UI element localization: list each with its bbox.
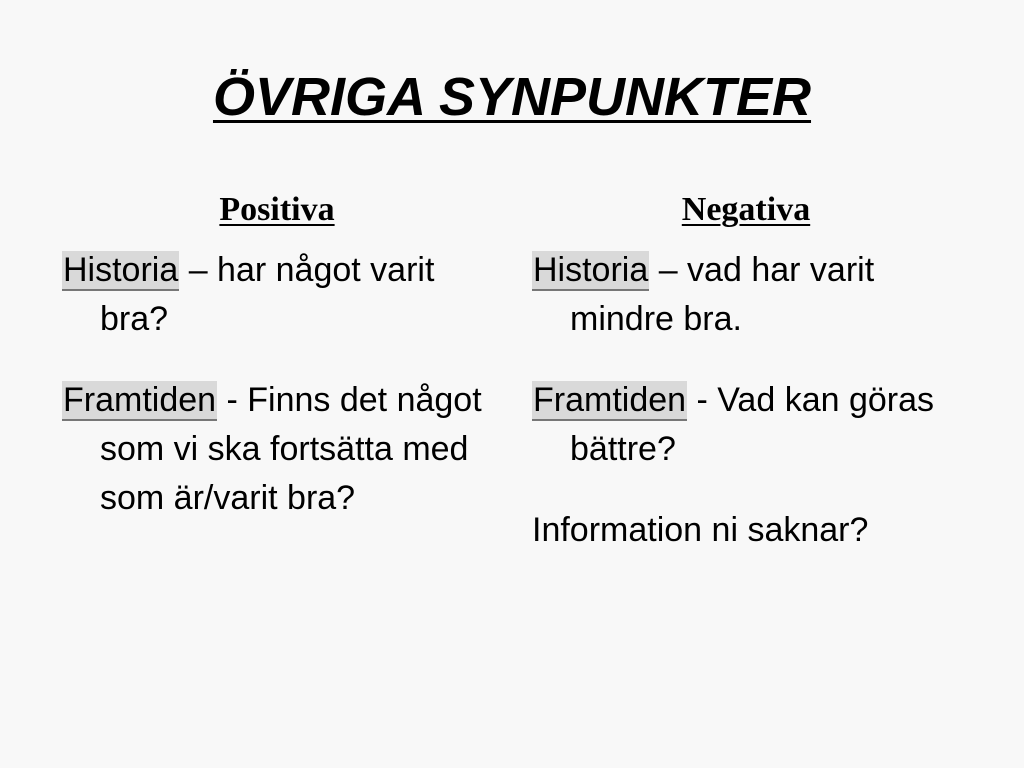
negative-column	[532, 246, 952, 555]
positive-item-history-key: Historia	[63, 251, 179, 289]
slide-title	[0, 62, 1024, 132]
positive-heading: Positiva	[219, 191, 335, 228]
negative-item-history	[532, 246, 952, 344]
positive-item-history	[62, 246, 482, 344]
positive-item-history-text: – har något varit bra?	[100, 251, 435, 338]
negative-item-information-text: Information ni saknar?	[532, 511, 869, 549]
slide-title-text: ÖVRIGA SYNPUNKTER	[212, 67, 812, 127]
negative-item-future-key: Framtiden	[533, 381, 687, 419]
negative-item-future	[532, 376, 952, 474]
negative-item-information	[532, 506, 952, 555]
negative-heading: Negativa	[681, 191, 811, 228]
positive-item-future-key: Framtiden	[63, 381, 217, 419]
negative-item-history-key: Historia	[533, 251, 649, 289]
positive-item-future	[62, 376, 482, 523]
positive-item-future-text: - Finns det något som vi ska fortsätta med som är/varit bra?	[100, 381, 482, 517]
negative-item-history-text: – vad har varit mindre bra.	[570, 251, 875, 338]
positive-column	[62, 246, 482, 523]
negative-item-future-text: - Vad kan göras bättre?	[570, 381, 935, 468]
